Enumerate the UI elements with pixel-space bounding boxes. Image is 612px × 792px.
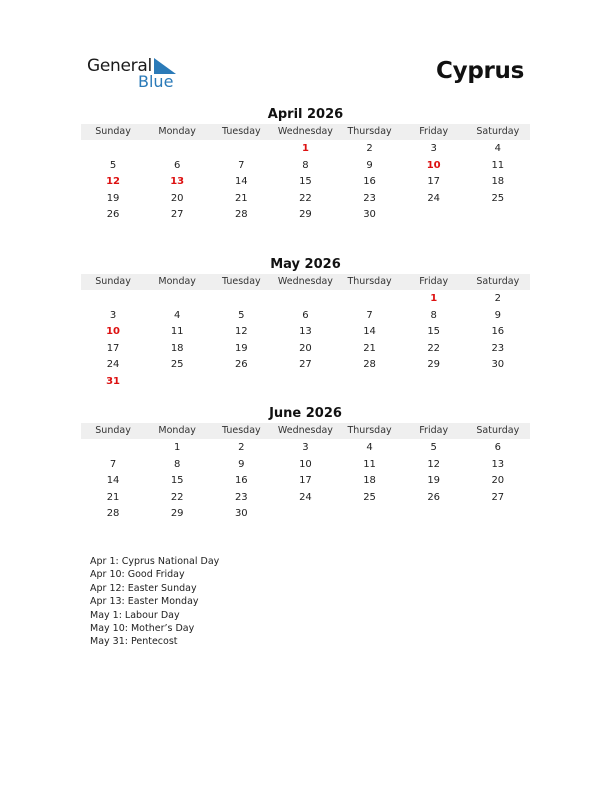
day-cell: 3: [430, 143, 437, 154]
weekday-label: Friday: [419, 425, 449, 436]
weekday-label: Sunday: [95, 425, 131, 436]
day-cell: 13: [170, 176, 185, 188]
weekday-label: Saturday: [476, 126, 520, 137]
month-title: April 2026: [267, 107, 344, 122]
day-cell: 25: [363, 491, 376, 503]
holiday-item: Apr 12: Easter Sunday: [90, 582, 197, 594]
weekday-label: Thursday: [347, 126, 392, 137]
weekday-label: Wednesday: [277, 126, 333, 137]
day-cell: 5: [430, 442, 437, 453]
day-cell: 27: [299, 359, 312, 371]
day-cell: 3: [302, 442, 309, 453]
day-cell: 23: [363, 192, 376, 204]
week-row: [81, 291, 530, 308]
week-row: [81, 207, 530, 224]
weekday-label: Saturday: [476, 276, 520, 287]
day-cell: 11: [491, 159, 505, 171]
day-cell: 18: [491, 176, 505, 188]
day-cell: 9: [238, 458, 245, 470]
day-cell: 5: [109, 159, 117, 171]
day-cell: 21: [363, 342, 376, 354]
empty-day-cell: [209, 374, 273, 391]
day-cell: 4: [494, 143, 501, 154]
weekday-label: Wednesday: [277, 276, 333, 287]
day-cell: 27: [491, 491, 505, 503]
empty-day-cell: [402, 374, 466, 391]
day-cell: 15: [170, 475, 184, 487]
empty-day-cell: [145, 374, 209, 391]
weekday-label: Sunday: [95, 126, 131, 137]
day-cell: 16: [363, 176, 376, 188]
day-cell: 4: [174, 309, 181, 321]
day-cell: 26: [106, 209, 120, 221]
holiday-item: May 10: Mother’s Day: [90, 623, 195, 635]
day-cell: 1: [301, 143, 309, 154]
empty-day-cell: [81, 291, 145, 308]
month-title: June 2026: [269, 406, 342, 421]
empty-day-cell: [81, 440, 145, 457]
empty-day-cell: [466, 207, 530, 224]
holiday-list: [90, 555, 219, 649]
week-row: [81, 141, 530, 158]
day-cell: 8: [302, 159, 309, 171]
weekday-header-row: [81, 274, 530, 290]
day-cell: 11: [170, 326, 184, 338]
empty-day-cell: [273, 291, 337, 308]
week-row: [81, 324, 530, 341]
empty-day-cell: [338, 291, 402, 308]
holiday-item: Apr 13: Easter Monday: [90, 596, 199, 608]
day-cell: 26: [234, 359, 248, 371]
day-cell: 22: [170, 491, 184, 503]
day-cell: 7: [109, 458, 117, 470]
month-calendar: [81, 106, 530, 224]
day-cell: 6: [174, 159, 181, 171]
day-cell: 12: [427, 458, 441, 470]
day-cell: 19: [106, 192, 120, 204]
day-cell: 1: [430, 293, 438, 304]
empty-day-cell: [466, 374, 530, 391]
logo: [87, 56, 187, 92]
empty-day-cell: [338, 374, 402, 391]
weekday-label: Tuesday: [221, 126, 261, 137]
day-cell: 23: [234, 491, 248, 503]
day-cell: 10: [299, 458, 312, 470]
day-cell: 19: [234, 342, 248, 354]
day-cell: 15: [427, 326, 441, 338]
day-cell: 6: [302, 309, 309, 321]
day-cell: 21: [106, 491, 120, 503]
day-cell: 11: [363, 458, 376, 470]
day-cell: 29: [170, 508, 184, 520]
day-cell: 27: [170, 209, 184, 221]
week-row: [81, 506, 530, 523]
weekday-label: Tuesday: [221, 425, 261, 436]
empty-day-cell: [145, 291, 209, 308]
week-row: [81, 457, 530, 474]
day-cell: 17: [427, 176, 441, 188]
logo-general-text: General: [87, 56, 152, 76]
day-cell: 29: [299, 209, 312, 221]
day-cell: 18: [170, 342, 184, 354]
day-cell: 28: [234, 209, 248, 221]
day-cell: 2: [494, 293, 501, 304]
empty-day-cell: [81, 141, 145, 158]
empty-day-cell: [209, 291, 273, 308]
day-cell: 12: [106, 176, 121, 188]
day-cell: 28: [363, 359, 376, 371]
day-cell: 18: [363, 475, 376, 487]
weekday-header-row: [81, 423, 530, 439]
day-cell: 10: [426, 159, 441, 171]
day-cell: 30: [234, 508, 248, 520]
day-cell: 15: [299, 176, 312, 188]
holiday-item: May 31: Pentecost: [90, 636, 178, 648]
week-row: [81, 158, 530, 175]
weekday-label: Thursday: [347, 425, 392, 436]
holiday-item: Apr 10: Good Friday: [90, 569, 185, 581]
week-row: [81, 191, 530, 208]
day-cell: 5: [238, 309, 245, 321]
day-cell: 26: [427, 491, 441, 503]
week-row: [81, 174, 530, 191]
day-cell: 29: [427, 359, 441, 371]
day-cell: 14: [106, 475, 120, 487]
empty-day-cell: [466, 506, 530, 523]
day-cell: 28: [106, 508, 120, 520]
week-row: [81, 490, 530, 507]
empty-day-cell: [273, 506, 337, 523]
day-cell: 22: [427, 342, 441, 354]
weekday-label: Monday: [158, 425, 196, 436]
day-cell: 8: [430, 309, 437, 321]
day-cell: 24: [299, 491, 312, 503]
week-row: [81, 440, 530, 457]
empty-day-cell: [338, 506, 402, 523]
day-cell: 25: [170, 359, 184, 371]
day-cell: 22: [299, 192, 312, 204]
weekday-label: Thursday: [347, 276, 392, 287]
day-cell: 13: [491, 458, 505, 470]
empty-day-cell: [273, 374, 337, 391]
day-cell: 13: [299, 326, 312, 338]
day-cell: 16: [234, 475, 248, 487]
day-cell: 31: [106, 375, 121, 387]
weekday-label: Friday: [419, 126, 449, 137]
week-row: [81, 473, 530, 490]
day-cell: 10: [106, 326, 121, 338]
day-cell: 14: [234, 176, 248, 188]
day-cell: 7: [238, 159, 245, 171]
weekday-label: Saturday: [476, 425, 520, 436]
week-row: [81, 374, 530, 391]
day-cell: 17: [299, 475, 312, 487]
weekday-label: Sunday: [95, 276, 131, 287]
empty-day-cell: [145, 141, 209, 158]
month-calendar: [81, 256, 530, 391]
month-calendar: [81, 405, 530, 523]
day-cell: 30: [363, 209, 376, 221]
weekday-label: Tuesday: [221, 276, 261, 287]
country-title: Cyprus: [436, 58, 524, 84]
holiday-item: Apr 1: Cyprus National Day: [90, 556, 220, 567]
weekday-header-row: [81, 124, 530, 140]
day-cell: 1: [174, 442, 181, 453]
day-cell: 20: [170, 192, 184, 204]
day-cell: 2: [238, 442, 245, 453]
empty-day-cell: [209, 141, 273, 158]
weekday-label: Monday: [158, 126, 196, 137]
day-cell: 14: [363, 326, 376, 338]
day-cell: 24: [427, 192, 441, 204]
day-cell: 21: [234, 192, 248, 204]
day-cell: 30: [491, 359, 505, 371]
day-cell: 23: [491, 342, 505, 354]
empty-day-cell: [402, 207, 466, 224]
day-cell: 9: [494, 309, 501, 321]
empty-day-cell: [402, 506, 466, 523]
day-cell: 9: [366, 159, 373, 171]
day-cell: 8: [174, 458, 181, 470]
day-cell: 20: [299, 342, 312, 354]
month-title: May 2026: [270, 257, 341, 272]
day-cell: 19: [427, 475, 441, 487]
day-cell: 4: [366, 442, 373, 453]
day-cell: 24: [106, 359, 120, 371]
day-cell: 6: [494, 442, 501, 453]
day-cell: 3: [109, 309, 117, 321]
week-row: [81, 341, 530, 358]
day-cell: 17: [106, 342, 120, 354]
day-cell: 2: [366, 143, 373, 154]
week-row: [81, 308, 530, 325]
holiday-item: May 1: Labour Day: [90, 609, 180, 621]
weekday-label: Wednesday: [277, 425, 333, 436]
day-cell: 12: [234, 326, 248, 338]
day-cell: 16: [491, 326, 505, 338]
week-row: [81, 357, 530, 374]
logo-blue-text: Blue: [138, 72, 174, 91]
day-cell: 7: [366, 309, 373, 321]
day-cell: 25: [491, 192, 505, 204]
weekday-label: Friday: [419, 276, 449, 287]
day-cell: 20: [491, 475, 505, 487]
weekday-label: Monday: [158, 276, 196, 287]
